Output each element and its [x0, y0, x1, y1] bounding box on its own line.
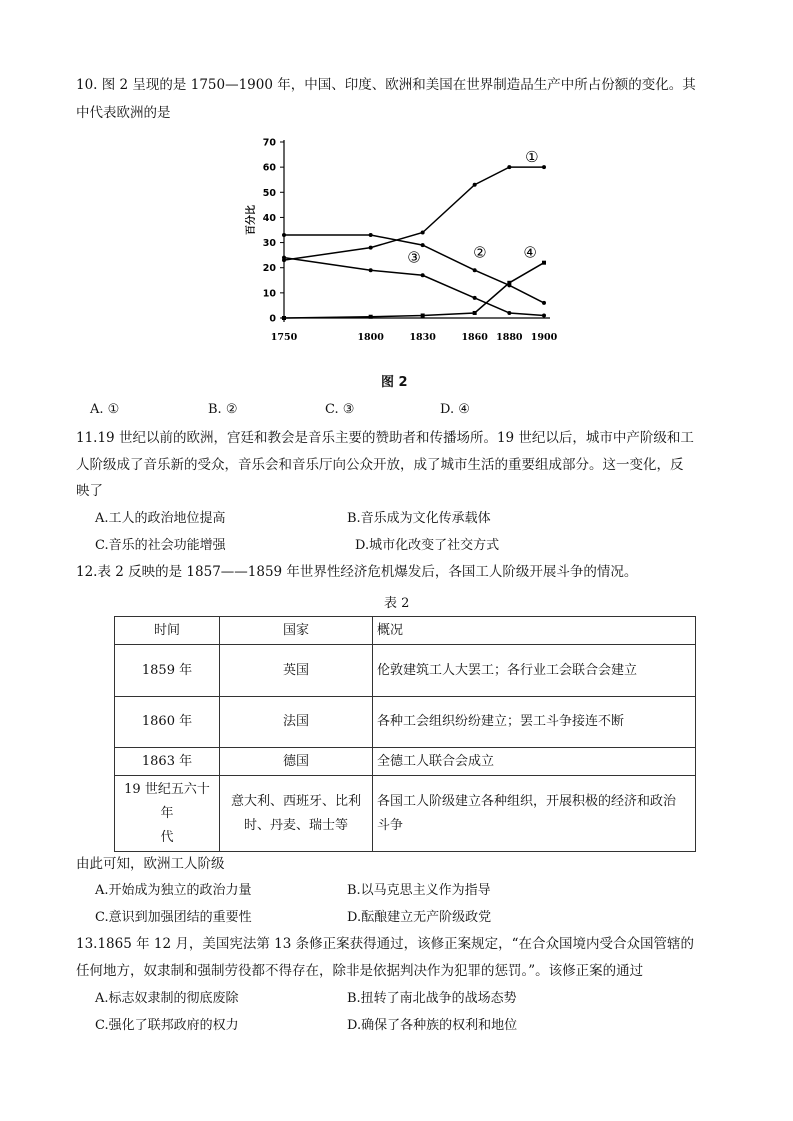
table-row	[115, 697, 696, 748]
q11-option-c[interactable]: C.音乐的社会功能增强	[95, 538, 226, 553]
cell-time-line2: 代	[160, 829, 174, 845]
q12-stem: 12.表 2 反映的是 1857——1859 年世界性经济危机爆发后，各国工人阶级开展斗争的情况。	[76, 564, 638, 580]
q12-option-d[interactable]: D.酝酿建立无产阶级政党	[347, 910, 492, 925]
series-3-point	[421, 273, 425, 277]
q13-option-d[interactable]: D.确保了各种族的权利和地位	[347, 1018, 518, 1033]
series-2-point	[473, 268, 477, 272]
series-3-point	[507, 311, 511, 315]
chart-series	[282, 148, 546, 320]
q10-option-a[interactable]: A. ①	[90, 402, 120, 417]
header-time: 时间	[115, 617, 220, 645]
series-label-1: ①	[525, 148, 539, 167]
cell-summary-line1: 各国工人阶级建立各种组织，开展积极的经济和政治	[377, 793, 677, 809]
series-4-point	[421, 313, 425, 317]
cell-country-line2: 时、丹麦、瑞士等	[243, 817, 348, 833]
q12-option-a[interactable]: A.开始成为独立的政治力量	[95, 883, 252, 898]
q11-option-a[interactable]: A.工人的政治地位提高	[95, 511, 226, 526]
series-line-1	[284, 167, 544, 260]
cell-time-line1: 19 世纪五六十年	[124, 781, 210, 821]
series-line-2	[284, 235, 544, 303]
q11-stem-line1: 11.19 世纪以前的欧洲，宫廷和教会是音乐主要的赞助者和传播场所。19 世纪以后，城市中产阶级和工	[76, 430, 694, 446]
series-line-4	[284, 263, 544, 318]
cell-time: 1860 年	[115, 697, 220, 748]
table-2	[114, 616, 696, 852]
series-1-point	[473, 183, 477, 187]
series-2-point	[542, 301, 546, 305]
cell-country: 法国	[220, 697, 373, 748]
header-country: 国家	[220, 617, 373, 645]
y-tick-label: 0	[269, 313, 276, 325]
series-1-point	[507, 165, 511, 169]
x-tick-label: 1860	[461, 332, 488, 343]
series-2-point	[421, 243, 425, 247]
cell-time	[115, 776, 220, 852]
q11-stem-line3: 映了	[76, 483, 103, 499]
y-axis-label: 百分比	[246, 205, 257, 235]
cell-country: 德国	[220, 748, 373, 776]
series-3-point	[473, 296, 477, 300]
series-4-point	[369, 315, 373, 319]
q10-option-c[interactable]: C. ③	[325, 402, 355, 417]
cell-summary: 各种工会组织纷纷建立；罢工斗争接连不断	[373, 697, 696, 748]
q11-stem-line2: 人阶级成了音乐新的受众，音乐会和音乐厅向公众开放，成了城市生活的重要组成部分。这一变化，反	[76, 457, 684, 473]
header-summary: 概况	[373, 617, 696, 645]
table-row	[115, 645, 696, 697]
figure-2-chart	[240, 130, 570, 360]
y-tick-label: 10	[262, 288, 276, 300]
series-3-point	[369, 268, 373, 272]
series-2-point	[369, 233, 373, 237]
series-4-point	[473, 311, 477, 315]
table-row	[115, 776, 696, 852]
cell-summary: 伦敦建筑工人大罢工；各行业工会联合会建立	[373, 645, 696, 697]
q10-option-b[interactable]: B. ②	[208, 402, 238, 417]
q12-option-b[interactable]: B.以马克思主义作为指导	[347, 883, 491, 898]
q13-option-a[interactable]: A.标志奴隶制的彻底废除	[95, 991, 239, 1006]
table-header-row	[115, 617, 696, 645]
x-tick-label: 1830	[409, 332, 436, 343]
q11-option-b[interactable]: B.音乐成为文化传承载体	[347, 511, 491, 526]
x-tick-label: 1800	[357, 332, 384, 343]
q12-conclusion: 由此可知，欧洲工人阶级	[76, 856, 225, 872]
q10-option-d[interactable]: D. ④	[440, 402, 470, 417]
cell-time: 1859 年	[115, 645, 220, 697]
series-4-point	[282, 316, 286, 320]
q13-option-b[interactable]: B.扭转了南北战争的战场态势	[347, 991, 517, 1006]
q10-stem-line2: 中代表欧洲的是	[76, 105, 171, 121]
x-tick-label: 1900	[530, 332, 558, 343]
q13-option-c[interactable]: C.强化了联邦政府的权力	[95, 1018, 239, 1033]
series-label-2: ②	[473, 243, 487, 262]
y-tick-label: 60	[262, 162, 276, 174]
q13-stem-line1: 13.1865 年 12 月，美国宪法第 13 条修正案获得通过，该修正案规定，“在合众国境内受合众国管辖的	[76, 936, 695, 952]
cell-country-line1: 意大利、西班牙、比利	[230, 793, 361, 809]
series-2-point	[282, 233, 286, 237]
x-tick-label: 1750	[270, 332, 298, 343]
cell-summary-line2: 斗争	[377, 817, 404, 833]
y-tick-label: 40	[262, 212, 276, 224]
q11-option-d[interactable]: D.城市化改变了社交方式	[355, 538, 500, 553]
cell-time: 1863 年	[115, 748, 220, 776]
cell-country	[220, 776, 373, 852]
series-4-point	[542, 261, 546, 265]
y-tick-label: 70	[262, 137, 276, 149]
q10-stem-line1: 10. 图 2 呈现的是 1750—1900 年，中国、印度、欧洲和美国在世界制造品生产中所占份额的变化。其	[76, 77, 696, 93]
series-label-3: ③	[407, 248, 421, 267]
series-1-point	[542, 165, 546, 169]
series-1-point	[369, 246, 373, 250]
series-4-point	[507, 281, 511, 285]
q13-stem-line2: 任何地方，奴隶制和强制劳役都不得存在，除非是依据判决作为犯罪的惩罚。”。该修正案的通过	[76, 963, 644, 979]
y-tick-label: 30	[262, 238, 276, 250]
y-tick-label: 50	[262, 187, 276, 199]
series-3-point	[542, 313, 546, 317]
cell-summary	[373, 776, 696, 852]
series-3-point	[282, 256, 286, 260]
table-2-title: 表 2	[384, 596, 410, 611]
q12-option-c[interactable]: C.意识到加强团结的重要性	[95, 910, 252, 925]
series-1-point	[421, 231, 425, 235]
cell-country: 英国	[220, 645, 373, 697]
x-tick-label: 1880	[496, 332, 523, 343]
cell-summary: 全德工人联合会成立	[373, 748, 696, 776]
y-tick-label: 20	[262, 263, 276, 275]
series-label-4: ④	[523, 243, 537, 262]
figure-caption: 图 2	[381, 375, 408, 390]
table-row	[115, 748, 696, 776]
